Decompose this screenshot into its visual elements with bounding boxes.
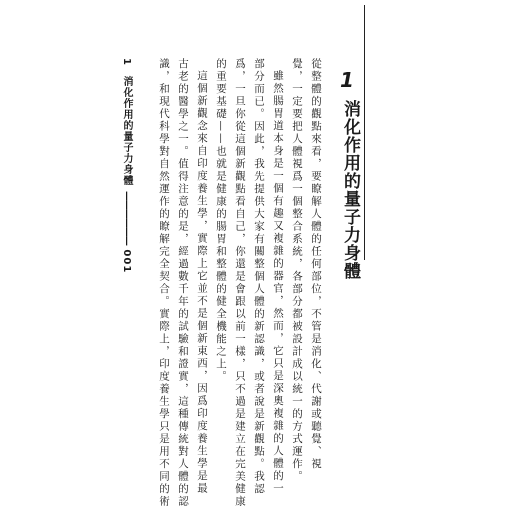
paragraph-line: 識，和現代科學對自然運作的瞭解完全契合。實際上，印度養生學只是用不同的術 <box>158 58 170 508</box>
paragraph-line: 雖然腸胃道本身是一個有趣又複雜的器官，然而，它只是深奧複雜的人體的一 <box>272 70 284 495</box>
paragraph-line: 部分而已。因此，我先提供大家有關整個人體的新認識，或者說是新觀點。我認 <box>253 58 265 496</box>
chapter-title: 消化作用的量子力身體 <box>340 100 360 280</box>
paragraph-line: 爲，一旦你從這個新觀點看自己，你還是會跟以前一樣，只不過是建立在完美健康 <box>234 58 246 508</box>
paragraph-line: 的重要基礎——也就是健康的腸胃和整體的健全機能之上。 <box>215 58 227 383</box>
footer-separator: —————— <box>121 190 132 245</box>
paragraph-line: 從整體的觀點來看，要瞭解人體的任何部位，不管是消化、代謝或聽覺、視 <box>310 58 322 471</box>
running-footer <box>120 58 132 273</box>
paragraph-line: 覺，一定要把人體視爲一個整合系統，各部分都被設計成以統一的方式運作。 <box>291 58 303 483</box>
chapter-rule <box>364 5 365 260</box>
footer-chapter-index: 1 <box>121 58 132 66</box>
paragraph-line: 古老的醫學之一。值得注意的是，經過數千年的試驗和證實，這種傳統對人體的認 <box>177 58 189 508</box>
page-number: 001 <box>121 249 132 274</box>
footer-running-title: 消化作用的量子力身體 <box>121 76 132 187</box>
paragraph-line: 這個新觀念來自印度養生學，實際上它並不是個新東西，因爲印度養生學是最 <box>196 70 208 495</box>
chapter-number: 1 <box>340 68 354 92</box>
